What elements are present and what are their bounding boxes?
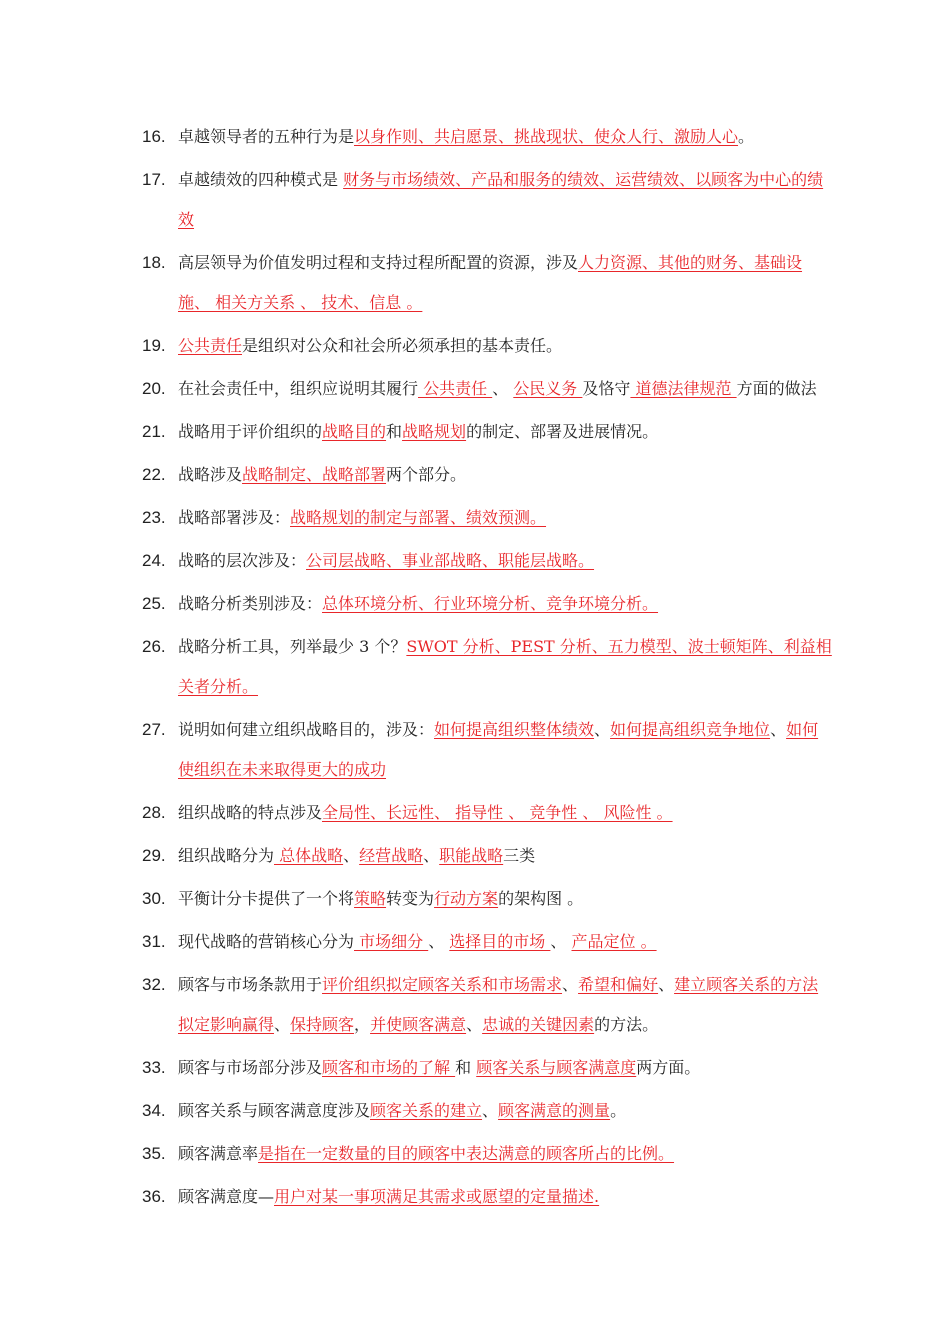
prompt-text: 卓越绩效的四种模式是 bbox=[178, 170, 344, 189]
prompt-text: 和 bbox=[455, 1058, 477, 1077]
question-item bbox=[142, 1180, 832, 1217]
question-text bbox=[178, 836, 832, 876]
question-text bbox=[178, 160, 832, 240]
answer-text: 忠诚的关键因素 bbox=[482, 1015, 595, 1034]
prompt-text: 战略的层次涉及： bbox=[178, 551, 307, 570]
question-number: 29. bbox=[142, 846, 166, 865]
question-text bbox=[178, 1048, 832, 1088]
prompt-text: 、 bbox=[343, 846, 360, 865]
prompt-text: 顾客与市场条款用于 bbox=[178, 975, 323, 994]
question-number: 25. bbox=[142, 594, 166, 613]
question-text bbox=[178, 541, 832, 581]
question-text bbox=[178, 1134, 832, 1174]
prompt-text: 、 bbox=[466, 1015, 483, 1034]
question-item bbox=[142, 163, 832, 240]
prompt-text: 、 bbox=[562, 975, 579, 994]
prompt-text: 。 bbox=[738, 127, 755, 146]
question-item bbox=[142, 1051, 832, 1088]
question-item bbox=[142, 544, 832, 581]
question-item bbox=[142, 630, 832, 707]
prompt-text: 三类 bbox=[503, 846, 536, 865]
question-text bbox=[178, 627, 832, 707]
prompt-text: 说明如何建立组织战略目的，涉及： bbox=[178, 720, 435, 739]
question-number: 23. bbox=[142, 508, 166, 527]
question-text bbox=[178, 243, 832, 323]
question-text bbox=[178, 326, 832, 366]
prompt-text: ， bbox=[354, 1015, 371, 1034]
answer-text: 公共责任 bbox=[178, 336, 243, 355]
answer-text: 顾客满意的测量 bbox=[498, 1101, 611, 1120]
prompt-text: 、 bbox=[770, 720, 787, 739]
question-number: 26. bbox=[142, 637, 166, 656]
question-number: 28. bbox=[142, 803, 166, 822]
question-number: 27. bbox=[142, 720, 166, 739]
prompt-text: 、 bbox=[423, 846, 440, 865]
answer-text: 道德法律规范 bbox=[630, 379, 737, 398]
answer-text: 全局性、长远性、 指导性 、 竞争性 、 风险性 。 bbox=[322, 803, 673, 822]
question-item bbox=[142, 415, 832, 452]
answer-text: 选择目的市场 bbox=[449, 932, 551, 951]
prompt-text: 两方面。 bbox=[636, 1058, 701, 1077]
answer-text: 并使顾客满意 bbox=[370, 1015, 467, 1034]
prompt-text: 、 bbox=[594, 720, 611, 739]
answer-text: 公民义务 bbox=[513, 379, 583, 398]
prompt-text: 两个部分。 bbox=[386, 465, 467, 484]
question-item bbox=[142, 713, 832, 790]
answer-text: 总体战略 bbox=[274, 846, 344, 865]
question-text bbox=[178, 369, 832, 409]
prompt-text: 现代战略的营销核心分为 bbox=[178, 932, 355, 951]
question-text bbox=[178, 412, 832, 452]
question-text bbox=[178, 879, 832, 919]
question-item bbox=[142, 968, 832, 1045]
prompt-text: 是组织对公众和社会所必须承担的基本责任。 bbox=[242, 336, 563, 355]
answer-text: 顾客关系的建立 bbox=[370, 1101, 483, 1120]
prompt-text: 战略涉及 bbox=[178, 465, 243, 484]
answer-text: SWOT 分析、PEST 分析、五力模型、波士顿矩阵、利益相关者分析。 bbox=[178, 637, 832, 696]
prompt-text: 顾客与市场部分涉及 bbox=[178, 1058, 323, 1077]
answer-text: 建立顾客关系的方法拟定影响赢得 bbox=[178, 975, 819, 1034]
prompt-text: 顾客满意度— bbox=[178, 1187, 275, 1206]
prompt-text: 转变为 bbox=[386, 889, 435, 908]
question-number: 32. bbox=[142, 975, 166, 994]
answer-text: 经营战略 bbox=[359, 846, 424, 865]
answer-text: 评价组织拟定顾客关系和市场需求 bbox=[322, 975, 563, 994]
question-number: 30. bbox=[142, 889, 166, 908]
prompt-text: 方面的做法 bbox=[736, 379, 817, 398]
question-item bbox=[142, 839, 832, 876]
prompt-text: 顾客满意率 bbox=[178, 1144, 259, 1163]
question-text bbox=[178, 710, 832, 790]
answer-text: 策略 bbox=[354, 889, 387, 908]
prompt-text: 平衡计分卡提供了一个将 bbox=[178, 889, 355, 908]
answer-text: 如何提高组织整体绩效 bbox=[434, 720, 595, 739]
prompt-text: 、 bbox=[550, 932, 572, 951]
question-text bbox=[178, 455, 832, 495]
answer-text: 用户对某一事项满足其需求或愿望的定量描述. bbox=[274, 1187, 600, 1206]
answer-text: 公司层战略、事业部战略、职能层战略。 bbox=[306, 551, 595, 570]
question-item bbox=[142, 501, 832, 538]
prompt-text: 及恪守 bbox=[582, 379, 631, 398]
prompt-text: 战略部署涉及： bbox=[178, 508, 291, 527]
question-text bbox=[178, 965, 832, 1045]
prompt-text: 、 bbox=[658, 975, 675, 994]
prompt-text: 战略分析工具，列举最少 3 个？ bbox=[178, 637, 407, 656]
question-number: 18. bbox=[142, 253, 166, 272]
prompt-text: 在社会责任中，组织应说明其履行 bbox=[178, 379, 419, 398]
question-number: 31. bbox=[142, 932, 166, 951]
prompt-text: 高层领导为价值发明过程和支持过程所配置的资源，涉及 bbox=[178, 253, 579, 272]
question-item bbox=[142, 796, 832, 833]
answer-text: 顾客关系与顾客满意度 bbox=[476, 1058, 637, 1077]
prompt-text: 、 bbox=[492, 379, 514, 398]
question-text bbox=[178, 498, 832, 538]
answer-text: 如何使组织在未来取得更大的成功 bbox=[178, 720, 819, 779]
question-number: 20. bbox=[142, 379, 166, 398]
question-number: 24. bbox=[142, 551, 166, 570]
prompt-text: 组织战略分为 bbox=[178, 846, 275, 865]
answer-text: 战略制定、战略部署 bbox=[242, 465, 387, 484]
answer-text: 职能战略 bbox=[439, 846, 504, 865]
question-text bbox=[178, 793, 832, 833]
question-number: 21. bbox=[142, 422, 166, 441]
answer-text: 公共责任 bbox=[418, 379, 493, 398]
prompt-text: 的制定、部署及进展情况。 bbox=[466, 422, 659, 441]
answer-text: 希望和偏好 bbox=[578, 975, 659, 994]
question-item bbox=[142, 587, 832, 624]
question-item bbox=[142, 458, 832, 495]
answer-text: 行动方案 bbox=[434, 889, 499, 908]
answer-text: 财务与市场绩效、产品和服务的绩效、运营绩效、以顾客为中心的绩效 bbox=[178, 170, 824, 229]
answer-text: 人力资源、其他的财务、基础设施、 相关方关系 、 技术、信息 。 bbox=[178, 253, 803, 312]
prompt-text: 组织战略的特点涉及 bbox=[178, 803, 323, 822]
answer-text: 是指在一定数量的目的顾客中表达满意的顾客所占的比例。 bbox=[258, 1144, 675, 1163]
prompt-text: 、 bbox=[428, 932, 450, 951]
question-item bbox=[142, 882, 832, 919]
question-item bbox=[142, 925, 832, 962]
question-number: 34. bbox=[142, 1101, 166, 1120]
question-item bbox=[142, 329, 832, 366]
answer-text: 产品定位 。 bbox=[571, 932, 657, 951]
question-text bbox=[178, 584, 832, 624]
question-item bbox=[142, 1094, 832, 1131]
prompt-text: 。 bbox=[610, 1101, 627, 1120]
answer-text: 保持顾客 bbox=[290, 1015, 355, 1034]
question-text bbox=[178, 1177, 832, 1217]
prompt-text: 、 bbox=[482, 1101, 499, 1120]
question-item bbox=[142, 120, 832, 157]
question-number: 33. bbox=[142, 1058, 166, 1077]
question-number: 16. bbox=[142, 127, 166, 146]
prompt-text: 和 bbox=[386, 422, 403, 441]
question-item bbox=[142, 246, 832, 323]
question-number: 36. bbox=[142, 1187, 166, 1206]
answer-text: 顾客和市场的了解 bbox=[322, 1058, 456, 1077]
prompt-text: 、 bbox=[274, 1015, 291, 1034]
question-item bbox=[142, 372, 832, 409]
answer-text: 战略目的 bbox=[322, 422, 387, 441]
question-text bbox=[178, 117, 832, 157]
question-number: 22. bbox=[142, 465, 166, 484]
prompt-text: 的方法。 bbox=[594, 1015, 659, 1034]
answer-text: 战略规划的制定与部署、绩效预测。 bbox=[290, 508, 547, 527]
question-text bbox=[178, 1091, 832, 1131]
question-number: 35. bbox=[142, 1144, 166, 1163]
prompt-text: 的架构图 。 bbox=[498, 889, 584, 908]
answer-text: 总体环境分析、行业环境分析、竞争环境分析。 bbox=[322, 594, 659, 613]
answer-text: 以身作则、共启愿景、挑战现状、使众人行、激励人心 bbox=[354, 127, 739, 146]
question-number: 19. bbox=[142, 336, 166, 355]
prompt-text: 卓越领导者的五种行为是 bbox=[178, 127, 355, 146]
answer-text: 如何提高组织竞争地位 bbox=[610, 720, 771, 739]
question-item bbox=[142, 1137, 832, 1174]
prompt-text: 战略分析类别涉及： bbox=[178, 594, 323, 613]
answer-text: 战略规划 bbox=[402, 422, 467, 441]
prompt-text: 顾客关系与顾客满意度涉及 bbox=[178, 1101, 371, 1120]
prompt-text: 战略用于评价组织的 bbox=[178, 422, 323, 441]
question-number: 17. bbox=[142, 170, 166, 189]
answer-text: 市场细分 bbox=[354, 932, 429, 951]
question-text bbox=[178, 922, 832, 962]
question-list bbox=[142, 120, 832, 1223]
